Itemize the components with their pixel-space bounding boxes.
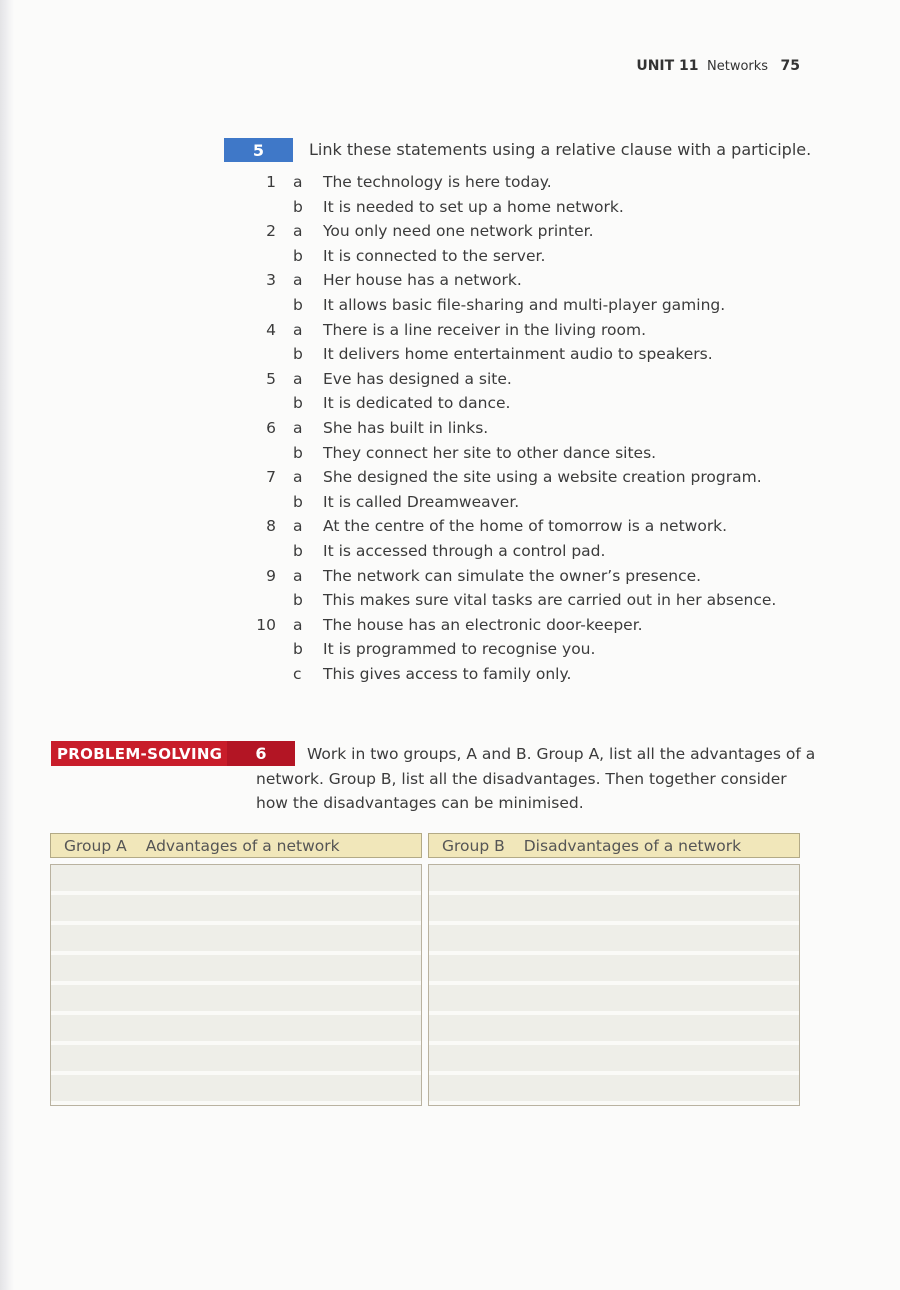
item-letter: a	[293, 566, 303, 585]
item-letter: b	[293, 295, 303, 314]
item-letter: a	[293, 615, 303, 634]
item-letter: b	[293, 492, 303, 511]
item-number: 6	[266, 418, 276, 437]
item-number: 3	[266, 271, 276, 290]
item-letter: a	[293, 173, 303, 191]
item-text: They connect her site to other dance sites.	[323, 443, 657, 462]
item-letter: a	[293, 222, 303, 241]
group-a-column	[50, 833, 422, 1106]
item-letter: b	[293, 640, 303, 659]
page-number: 75	[780, 58, 800, 74]
item-number: 8	[266, 517, 276, 536]
item-text: It is needed to set up a home network.	[323, 197, 624, 216]
exercise-6-number: 6	[227, 741, 295, 766]
item-text: The house has an electronic door-keeper.	[323, 615, 643, 634]
item-number: 10	[256, 615, 276, 634]
item-text: This gives access to family only.	[323, 664, 572, 683]
item-number: 9	[266, 566, 276, 585]
group-b-header	[428, 833, 800, 858]
group-a-title: Advantages of a network	[145, 836, 340, 855]
exercise-5-number: 5	[224, 138, 293, 162]
item-letter: b	[293, 541, 303, 560]
item-letter: b	[293, 394, 303, 413]
item-number: 7	[266, 468, 276, 487]
item-text: It is called Dreamweaver.	[323, 492, 520, 511]
item-text: At the centre of the home of tomorrow is a network.	[323, 517, 728, 536]
item-text: Eve has designed a site.	[323, 369, 512, 388]
item-text: It delivers home entertainment audio to speakers.	[323, 345, 713, 364]
item-letter: b	[293, 197, 303, 216]
item-text: It is programmed to recognise you.	[323, 640, 596, 659]
item-number: 5	[266, 369, 276, 388]
item-text: It is connected to the server.	[323, 246, 546, 265]
item-text: There is a line receiver in the living room.	[323, 320, 647, 339]
group-a-label: Group A	[64, 836, 127, 855]
item-text: You only need one network printer.	[323, 222, 594, 241]
exercise-6-instruction: Work in two groups, A and B. Group A, list all the advantages of a network. Group B, list all the disadvantages. Then together consider how the disadvantages can be minimised.	[256, 745, 816, 812]
item-letter: a	[293, 320, 303, 339]
group-b-writing-area[interactable]	[428, 864, 800, 1106]
page-header	[636, 58, 800, 74]
item-text: She has built in links.	[323, 418, 489, 437]
item-letter: a	[293, 517, 303, 536]
item-number: 4	[266, 320, 276, 339]
item-letter: b	[293, 591, 303, 610]
item-letter: c	[293, 664, 302, 683]
item-letter: a	[293, 468, 303, 487]
item-text: She designed the site using a website creation program.	[323, 468, 762, 487]
group-b-column	[428, 833, 800, 1106]
item-letter: a	[293, 369, 303, 388]
item-number: 2	[266, 222, 276, 241]
item-text: This makes sure vital tasks are carried out in her absence.	[323, 591, 777, 610]
item-letter: a	[293, 271, 303, 290]
item-text: It is dedicated to dance.	[323, 394, 511, 413]
item-text: It allows basic file-sharing and multi-player gaming.	[323, 295, 726, 314]
unit-label: UNIT 11	[636, 58, 699, 74]
group-a-header	[50, 833, 422, 858]
item-text: Her house has a network.	[323, 271, 522, 290]
problem-solving-label: PROBLEM-SOLVING	[51, 741, 227, 766]
item-letter: b	[293, 246, 303, 265]
item-letter: a	[293, 418, 303, 437]
item-text: The network can simulate the owner’s presence.	[323, 566, 702, 585]
page-spine-shadow	[0, 0, 14, 1290]
item-letter: b	[293, 443, 303, 462]
group-b-title: Disadvantages of a network	[523, 836, 742, 855]
exercise-5-instruction: Link these statements using a relative clause with a participle.	[309, 140, 812, 159]
item-text: It is accessed through a control pad.	[323, 541, 606, 560]
chapter-title: Networks	[707, 59, 769, 74]
item-letter: b	[293, 345, 303, 364]
item-text: The technology is here today.	[323, 173, 552, 191]
item-number: 1	[266, 173, 276, 191]
group-b-label: Group B	[442, 836, 505, 855]
group-a-writing-area[interactable]	[50, 864, 422, 1106]
